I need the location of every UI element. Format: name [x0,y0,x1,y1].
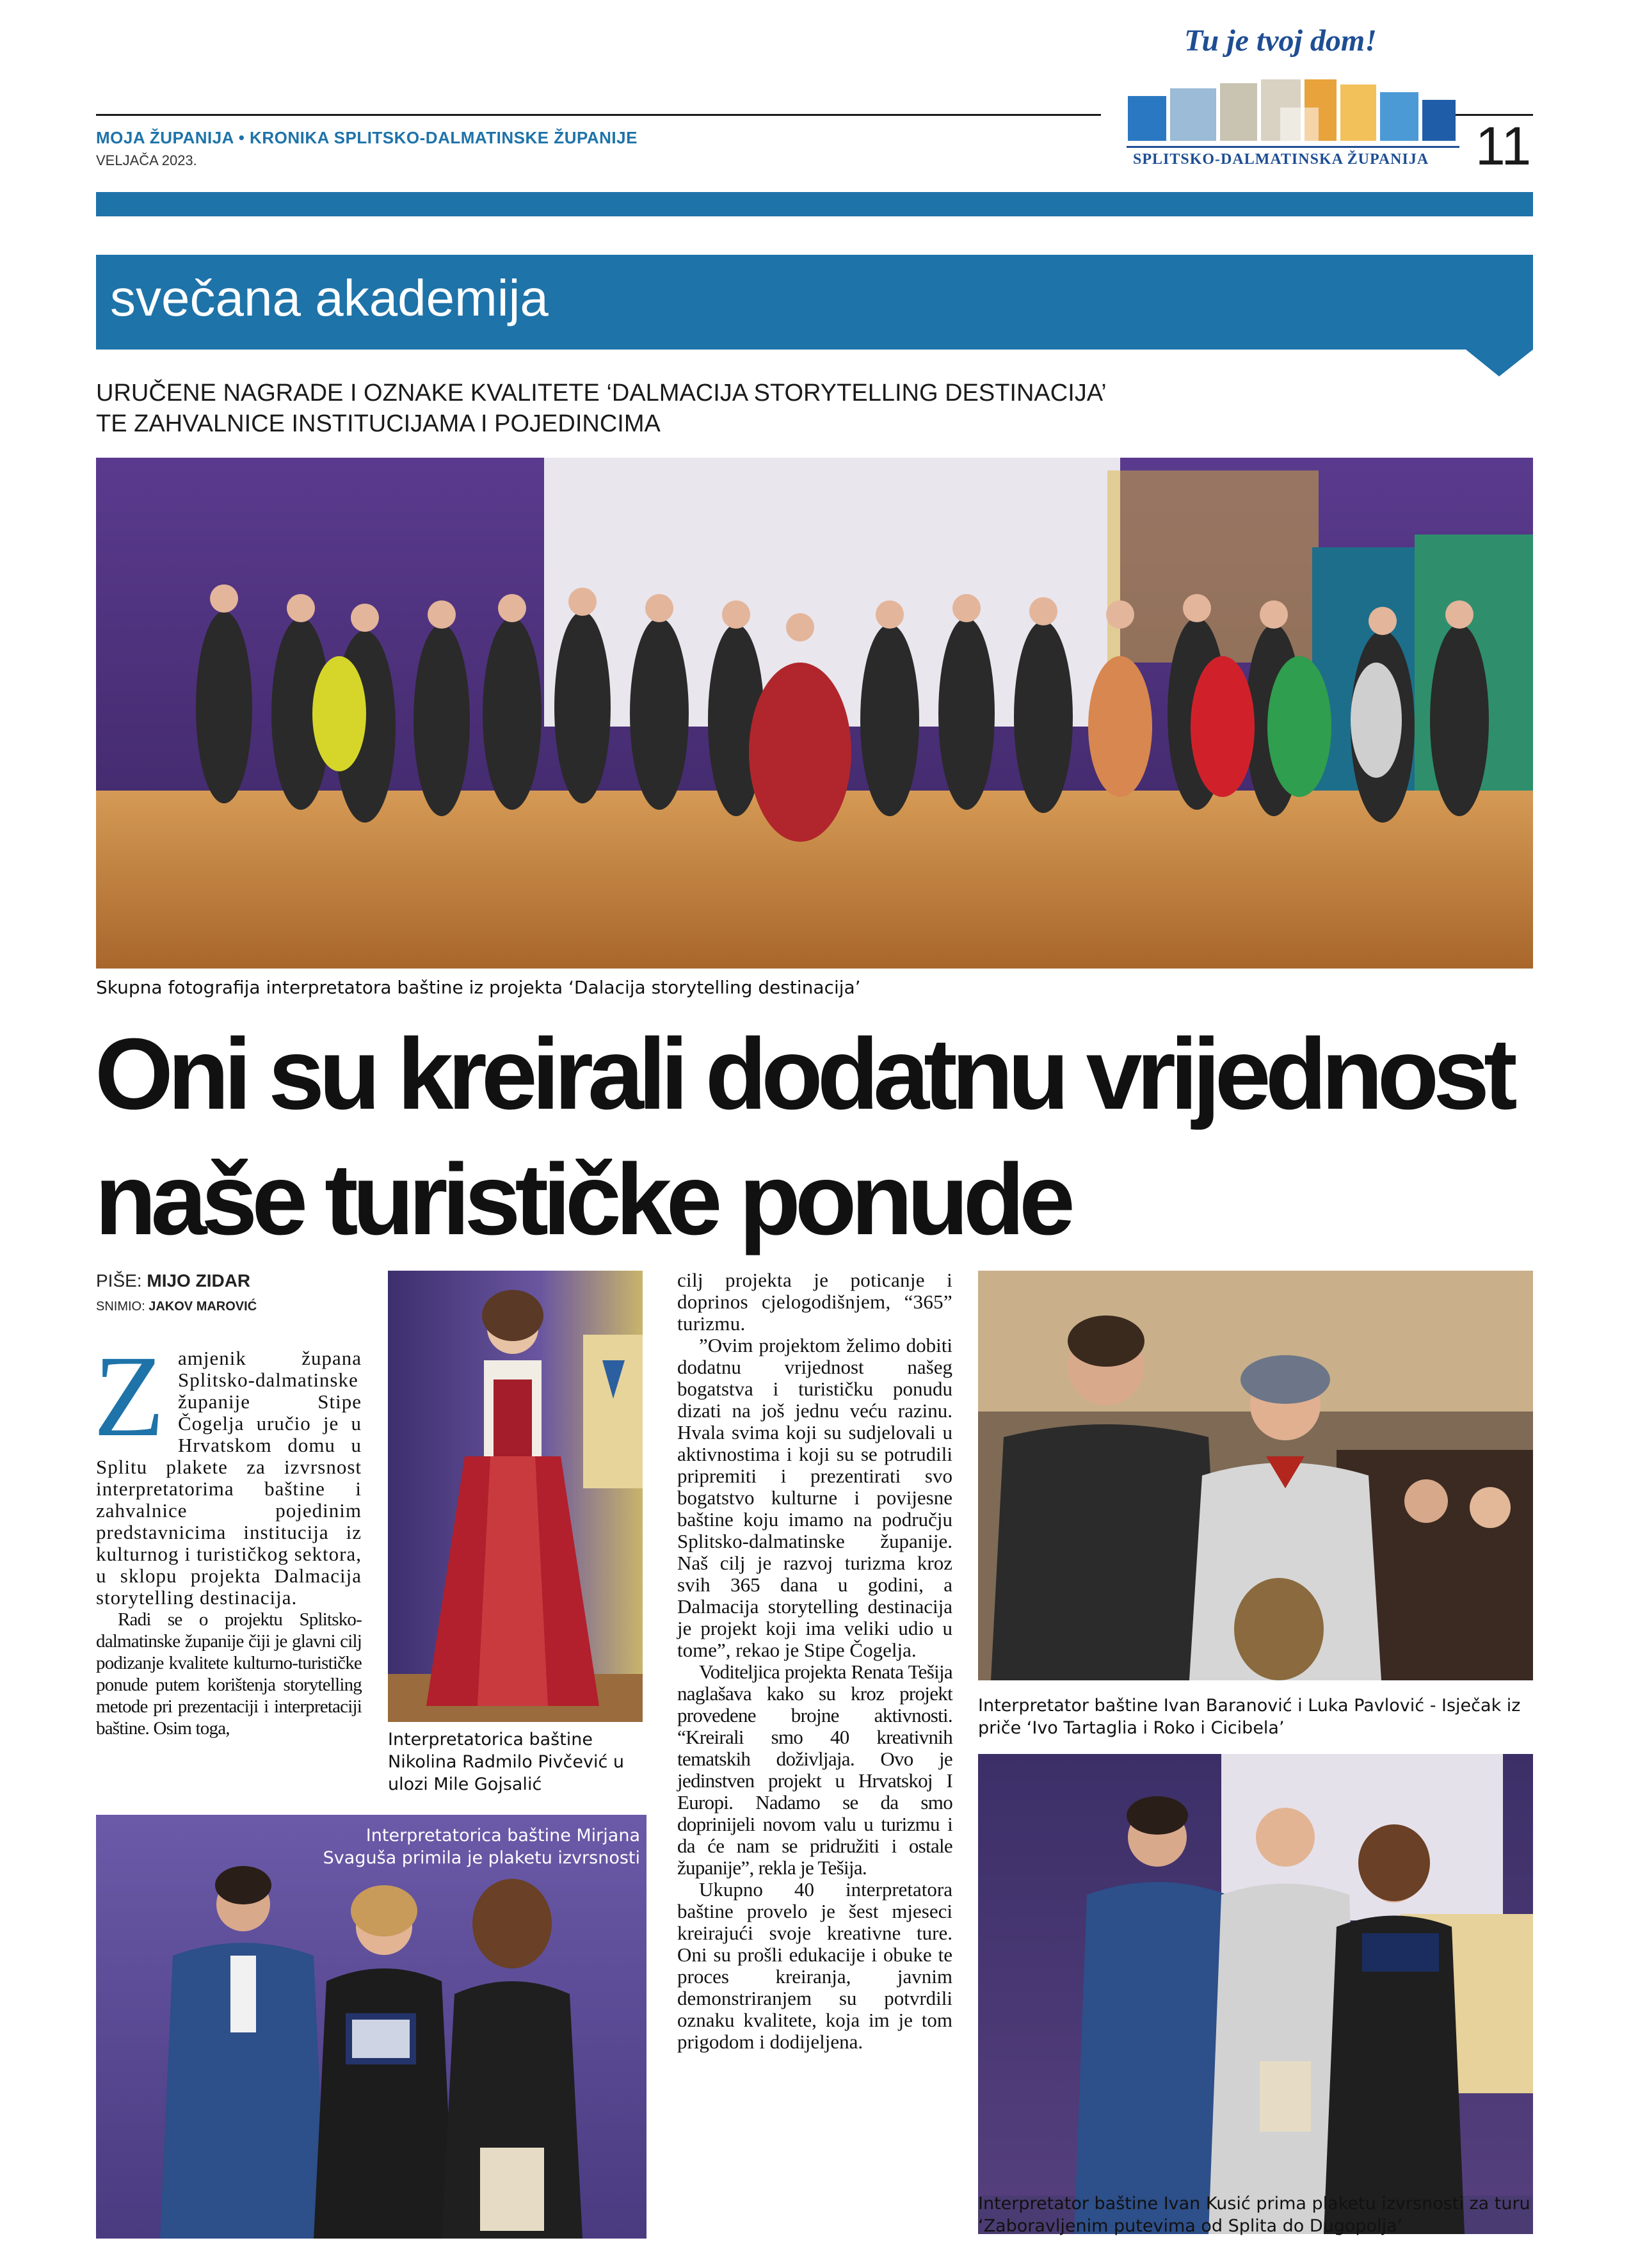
caption-nikolina-line-3: ulozi Mile Gojsalić [388,1774,542,1794]
byline-author: MIJO ZIDAR [147,1271,251,1291]
headline [95,1011,1512,1262]
article-column-1 [93,1332,362,1739]
byline-label: PIŠE: [96,1271,147,1291]
header-rule [96,114,1101,116]
section-label: svečana akademija [110,269,549,326]
headline-line-2: naše turističke ponude [95,1143,1070,1256]
nikolina-photo [388,1271,643,1722]
paragraph-intro: amjenik župana Splitsko-dalmatinske županije Stipe Čogelja uručio je u Hrvatskom domu u Splitu plakete za izvrsnost interpretatorima baštine i zahvalnice pojedinim predstavnicima institucija iz kulturnog i turističkog sektora, u sklopu projekta Dalmacija storytelling destinacija. [96,1347,362,1609]
top-stripe [96,192,1533,216]
caption-baranovic [978,1694,1541,1739]
caption-nikolina-line-2: Nikolina Radmilo Pivčević u [388,1752,625,1772]
byline [96,1271,250,1291]
kicker-line-1: URUČENE NAGRADE I OZNAKE KVALITETE ‘DALMACIJA STORYTELLING DESTINACIJA’ [96,380,1107,406]
paragraph-5: Voditeljica projekta Renata Tešija naglašava kako su kroz projekt provedene brojne aktivnosti. “Kreirali smo 40 kreativnih tematskih doživljaja. Ovo je jedinstven projekt u Hrvatskoj I Europi. Nadamo se da smo doprinijeli novom valu u turizmu i da će nam se pridružiti i ostale županije”, rekla je Tešija. [677,1661,952,1879]
article-column-3 [677,1269,952,2053]
paragraph-4: ”Ovim projektom želimo dobiti dodatnu vrijednost našeg bogatstva i turističku ponudu dizati na još jednu veću razinu. Hvala svima koji su sudjelovali u aktivnostima i koji su se potrudili pripremiti i prezentirati svo bogatstvo kulturne i povijesne baštine koju imamo na području Splitsko-dalmatinske županije. Naš cilj je razvoj turizma kroz svih 365 dana u godini, a Dalmacija storytelling destinacija je projekt koji ima veliki udio u tome”, rekao je Stipe Čogelja. [677,1334,952,1661]
caption-baranovic-line-1: Interpretator baštine Ivan Baranović i Luka Pavlović - Isječak iz [978,1696,1521,1716]
caption-nikolina-line-1: Interpretatorica baštine [388,1730,593,1749]
caption-mirjana [96,1824,640,1869]
caption-nikolina [388,1728,644,1796]
header-issue-date: VELJAČA 2023. [96,152,197,168]
logo-slogan: Tu je tvoj dom! [1184,24,1377,58]
group-photo [96,458,1533,969]
caption-mirjana-line-2: Svaguša primila je plaketu izvrsnosti [323,1848,640,1868]
photo-credit-label: SNIMIO: [96,1299,149,1314]
section-banner-notch [1466,350,1533,376]
caption-kusic-line-1: Interpretator baštine Ivan Kusić prima plaketu izvrsnosti za turu [978,2194,1530,2214]
caption-baranovic-line-2: priče ‘Ivo Tartaglia i Roko i Cicibela’ [978,1718,1285,1738]
photo-credit-author: JAKOV MAROVIĆ [149,1299,257,1314]
logo-graphic [1127,76,1459,146]
county-logo [1127,19,1459,173]
headline-line-1: Oni su kreirali dodatnu vrijednost [95,1018,1512,1130]
paragraph-3: cilj projekta je poticanje i doprinos cjelogodišnjem, “365” turizmu. [677,1269,952,1335]
photo-credit [96,1299,257,1314]
caption-kusic-line-2: ‘Zaboravljenim putevima od Splita do Dugopolja’ [978,2216,1403,2236]
article-kicker [96,378,1107,439]
paragraph-6: Ukupno 40 interpretatora baštine provelo je šest mjeseci kreirajući svoje kreativne ture. Oni su prošli edukacije i obuke te proces kreiranja, javnim demonstriranjem su potvrdili oznaku kvalitete, koja im je tom prigodom i dodijeljena. [677,1878,952,2053]
baranovic-photo [978,1271,1533,1680]
caption-kusic [978,2192,1541,2237]
dropcap: Z [93,1332,165,1461]
header-publication: MOJA ŽUPANIJA • KRONIKA SPLITSKO-DALMATINSKE ŽUPANIJE [96,128,638,147]
mirjana-photo [96,1815,646,2239]
kusic-photo [978,1754,1533,2234]
logo-rule [1127,146,1459,148]
kicker-line-2: TE ZAHVALNICE INSTITUCIJAMA I POJEDINCIMA [96,410,661,437]
page-number: 11 [1475,116,1532,176]
caption-mirjana-line-1: Interpretatorica baštine Mirjana [365,1826,640,1846]
paragraph-2: Radi se o projektu Splitsko-dalmatinske županije čiji je glavni cilj podizanje kvalitete kulturno-turističke ponude putem korištenja storytelling metode pri prezentaciji i interpretaciji baštine. Osim toga, [96,1609,362,1739]
logo-text: SPLITSKO-DALMATINSKA ŽUPANIJA [1133,151,1429,168]
caption-group-photo: Skupna fotografija interpretatora baštine iz projekta ‘Dalacija storytelling destinacija’ [96,977,861,998]
